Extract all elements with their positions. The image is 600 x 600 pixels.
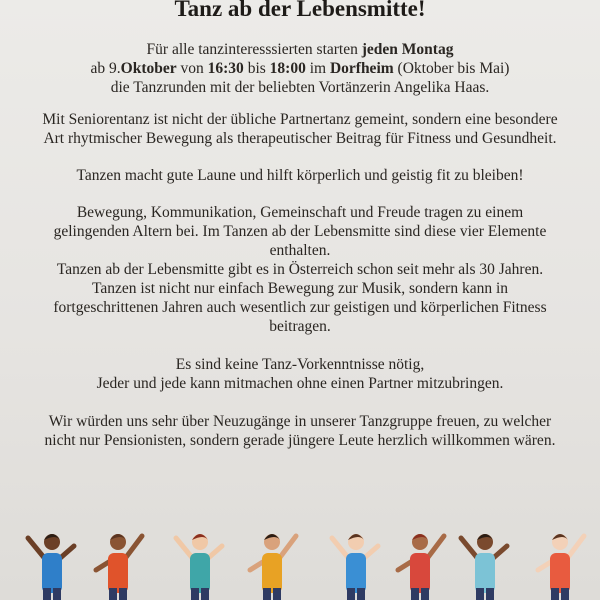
- description-paragraph: [8, 110, 592, 148]
- end-time: 18:00: [269, 60, 306, 77]
- dancer-figure: [398, 534, 444, 600]
- text-line: gelingenden Altern bei. Im Tanzen ab der Lebensmitte sind diese vier Elemente: [53, 223, 547, 240]
- start-month-highlight: Oktober: [120, 60, 177, 77]
- dancer-figure: [176, 534, 222, 600]
- text-line: Jeder und jede kann mitmachen ohne einen Partner mitzubringen.: [96, 375, 504, 392]
- dancer-figure: [538, 534, 584, 600]
- season-range: (Oktober bis Mai): [393, 60, 510, 77]
- text-line: Mit Seniorentanz ist nicht der übliche Partnertanz gemeint, sondern eine besondere: [42, 111, 558, 128]
- start-time: 16:30: [207, 60, 244, 77]
- start-date-prefix: ab 9.: [90, 60, 121, 77]
- dancer-figure: [461, 534, 507, 600]
- intro-text: Für alle tanzinteresssierten starten: [146, 41, 362, 58]
- text-line: Es sind keine Tanz-Vorkenntnisse nötig,: [175, 356, 425, 373]
- intro-text: im: [305, 60, 330, 77]
- intro-line-3: die Tanzrunden mit der beliebten Vortänzerin Angelika Haas.: [110, 79, 490, 96]
- invitation-paragraph: [8, 412, 592, 450]
- weekday-highlight: jeden Montag: [361, 41, 454, 58]
- intro-line-1: [8, 40, 592, 59]
- venue: Dorfheim: [329, 60, 394, 77]
- text-line: Tanzen ist nicht nur einfach Bewegung zur Musik, sondern kann in: [91, 280, 509, 297]
- dancers-illustration: [0, 508, 600, 600]
- elements-paragraph: [8, 203, 592, 260]
- text-line: Tanzen ab der Lebensmitte gibt es in Österreich schon seit mehr als 30 Jahren.: [56, 261, 544, 278]
- intro-paragraph: [8, 40, 592, 97]
- intro-text: von: [176, 60, 208, 77]
- flyer-title: Tanz ab der Lebensmitte!: [174, 0, 426, 21]
- history-paragraph: [8, 260, 592, 336]
- intro-line-2: [8, 59, 592, 78]
- text-line: Art rhytmischer Bewegung als therapeutischer Beitrag für Fitness und Gesundheit.: [43, 130, 557, 147]
- requirements-paragraph: [8, 355, 592, 393]
- text-line: beitragen.: [269, 318, 331, 335]
- dancer-figure: [28, 534, 74, 600]
- text-line: nicht nur Pensionisten, sondern gerade jüngere Leute herzlich willkommen wären.: [44, 432, 556, 449]
- text-line: Wir würden uns sehr über Neuzugänge in unserer Tanzgruppe freuen, zu welcher: [48, 413, 552, 430]
- dancer-figure: [96, 534, 142, 600]
- text-line: enthalten.: [269, 242, 331, 259]
- text-line: Bewegung, Kommunikation, Gemeinschaft und Freude tragen zu einem: [76, 204, 524, 221]
- slogan-paragraph: Tanzen macht gute Laune und hilft körperlich und geistig fit zu bleiben!: [76, 167, 524, 184]
- text-line: fortgeschrittenen Jahren auch wesentlich zur geistigen und körperlichen Fitness: [53, 299, 547, 316]
- dancer-figure: [332, 534, 378, 600]
- dancer-figure: [250, 534, 296, 600]
- intro-text: bis: [243, 60, 270, 77]
